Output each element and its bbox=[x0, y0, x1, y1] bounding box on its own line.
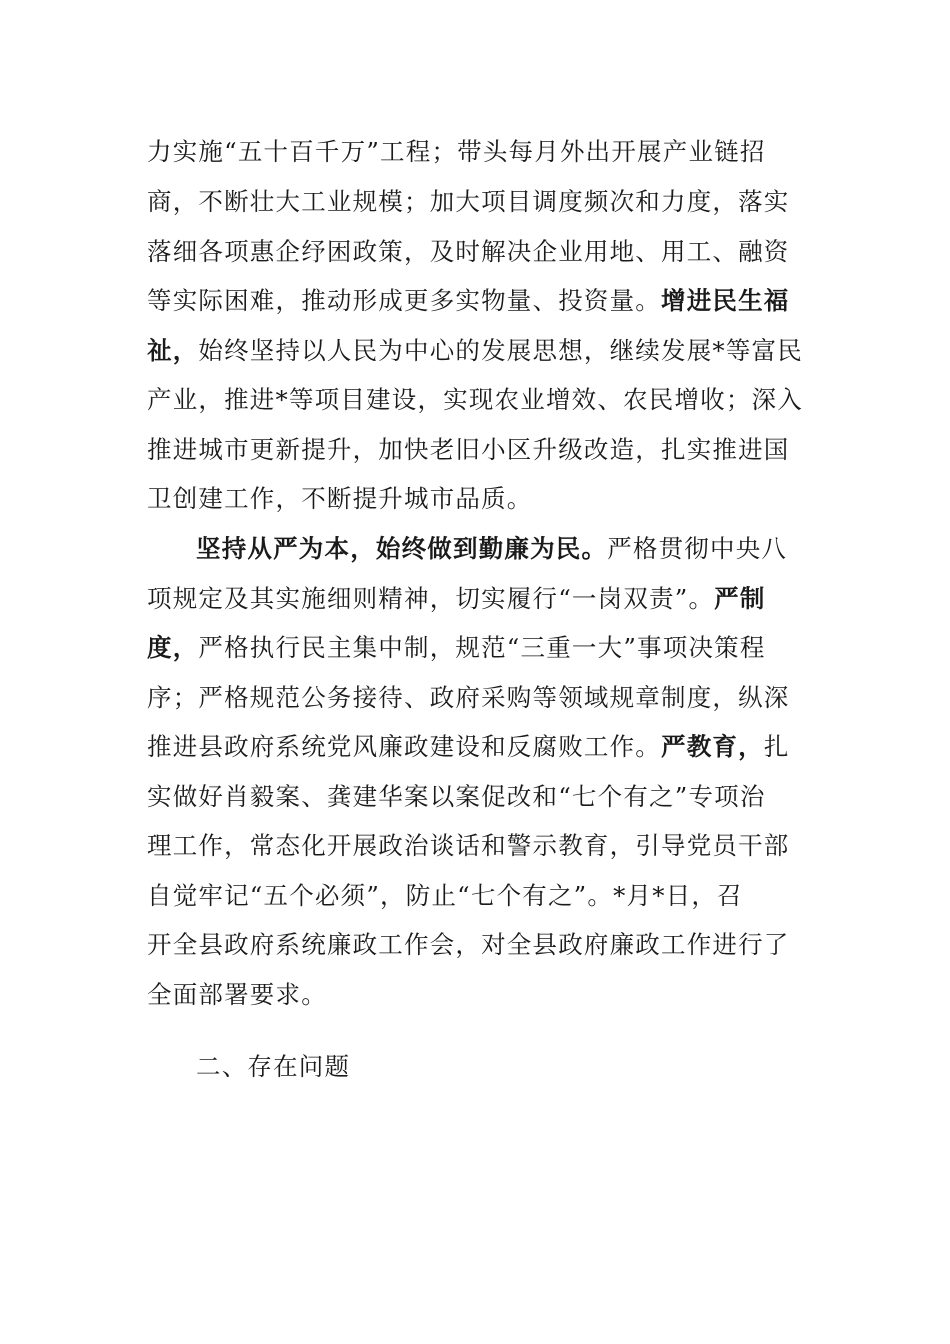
text-line: 产业，推进*等项目建设，实现农业增效、农民增收；深入 bbox=[147, 385, 803, 414]
text-line: 推进县政府系统党风廉政建设和反腐败工作。严教育，扎 bbox=[147, 732, 790, 761]
bold-heading-livelihood: 增进民生福 bbox=[661, 286, 790, 315]
bold-heading-livelihood-cont: 祉， bbox=[147, 336, 199, 365]
text-line: 卫创建工作，不断提升城市品质。 bbox=[147, 484, 533, 513]
text-line: 度，严格执行民主集中制，规范“三重一大”事项决策程 bbox=[147, 633, 766, 662]
bold-heading-system-cont: 度， bbox=[147, 633, 199, 662]
text-line: 祉，始终坚持以人民为中心的发展思想，继续发展*等富民 bbox=[147, 336, 803, 365]
bold-heading-strict: 坚持从严为本，始终做到勤廉为民。 bbox=[196, 534, 608, 563]
text-line: 商，不断壮大工业规模；加大项目调度频次和力度，落实 bbox=[147, 187, 790, 216]
text-line: 坚持从严为本，始终做到勤廉为民。严格贯彻中央八 bbox=[196, 534, 788, 563]
text-line: 开全县政府系统廉政工作会，对全县政府廉政工作进行了 bbox=[147, 930, 790, 959]
text-line: 实做好肖毅案、龚建华案以案促改和“七个有之”专项治 bbox=[147, 782, 766, 811]
text-line: 落细各项惠企纾困政策，及时解决企业用地、用工、融资 bbox=[147, 237, 790, 266]
bold-heading-system: 严制 bbox=[714, 584, 766, 613]
text-line: 项规定及其实施细则精神，切实履行“一岗双责”。严制 bbox=[147, 584, 766, 613]
bold-heading-education: 严教育， bbox=[661, 732, 764, 761]
text-line: 等实际困难，推动形成更多实物量、投资量。增进民生福 bbox=[147, 286, 790, 315]
text-line: 力实施“五十百千万”工程；带头每月外出开展产业链招 bbox=[147, 137, 766, 166]
text-line: 自觉牢记“五个必须”，防止“七个有之”。*月*日，召 bbox=[147, 881, 743, 910]
section-heading: 二、存在问题 bbox=[196, 1052, 351, 1081]
text-line: 全面部署要求。 bbox=[147, 980, 327, 1009]
text-line: 理工作，常态化开展政治谈话和警示教育，引导党员干部 bbox=[147, 831, 790, 860]
text-line: 推进城市更新提升，加快老旧小区升级改造，扎实推进国 bbox=[147, 435, 790, 464]
text-line: 序；严格规范公务接待、政府采购等领域规章制度，纵深 bbox=[147, 683, 790, 712]
